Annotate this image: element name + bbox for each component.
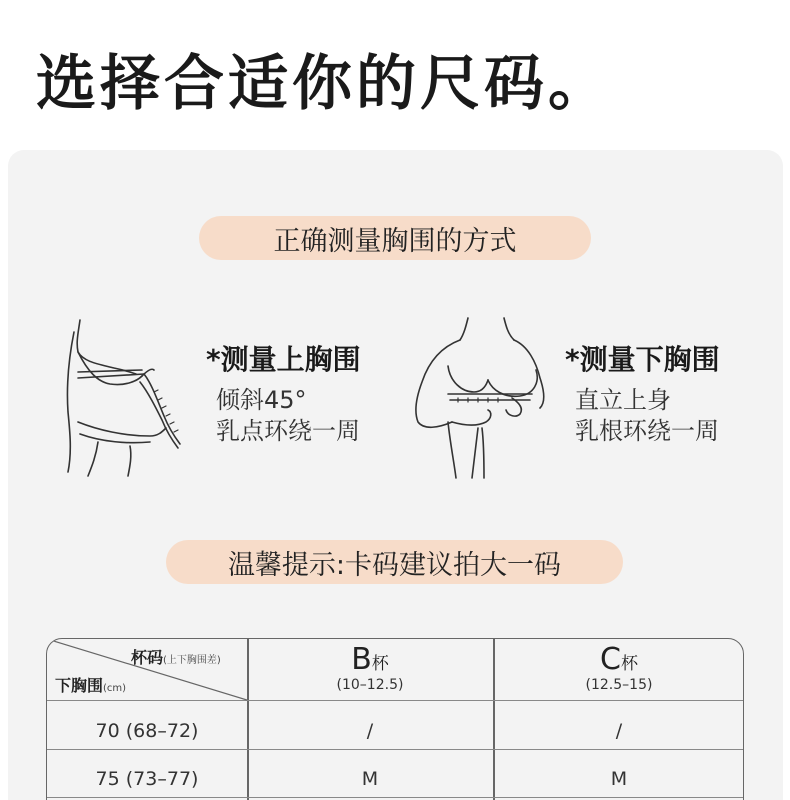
cup-size-header-label: 杯码	[131, 648, 164, 667]
band-size-header-unit: (cm)	[103, 683, 127, 694]
size-cell-70-c: /	[615, 720, 623, 742]
cup-b-letter: B	[351, 642, 372, 677]
band-cell-70: 70 (68–72)	[95, 720, 199, 742]
method-upper-bust-step2: 乳点环绕一周	[216, 417, 360, 445]
cup-size-header-note: (上下胸围差)	[163, 655, 221, 666]
size-tip: 温馨提示:卡码建议拍大一码	[166, 540, 623, 584]
cup-c-header	[493, 643, 744, 693]
band-size-header	[55, 673, 126, 696]
band-size-header-label: 下胸围	[55, 676, 104, 695]
method-upper-bust	[206, 340, 361, 447]
method-upper-bust-step1: 倾斜45°	[216, 386, 307, 414]
under-bust-illustration	[408, 312, 558, 480]
table-row-divider	[47, 749, 743, 750]
method-under-bust-step1: 直立上身	[575, 386, 671, 414]
size-cell-70-b: /	[366, 720, 374, 742]
cup-b-range: (10–12.5)	[336, 677, 404, 693]
method-upper-bust-title: *测量上胸围	[206, 343, 361, 376]
method-under-bust-title: *测量下胸围	[565, 343, 720, 376]
size-cell-75-b: M	[361, 768, 379, 790]
measure-section-title: 正确测量胸围的方式	[199, 216, 591, 260]
cup-c-letter: C	[600, 642, 621, 677]
method-under-bust-step2: 乳根环绕一周	[575, 417, 719, 445]
band-cell-75: 75 (73–77)	[95, 768, 199, 790]
table-row-divider	[47, 797, 743, 798]
size-table	[46, 638, 744, 800]
upper-bust-illustration	[58, 312, 198, 480]
cup-b-header	[247, 643, 493, 693]
size-cell-75-c: M	[610, 768, 628, 790]
cup-size-header	[131, 645, 221, 668]
cup-b-suffix: 杯	[371, 654, 389, 674]
cup-c-range: (12.5–15)	[585, 677, 653, 693]
page-headline: 选择合适你的尺码。	[36, 49, 612, 119]
method-under-bust	[565, 340, 720, 447]
cup-c-suffix: 杯	[620, 654, 638, 674]
